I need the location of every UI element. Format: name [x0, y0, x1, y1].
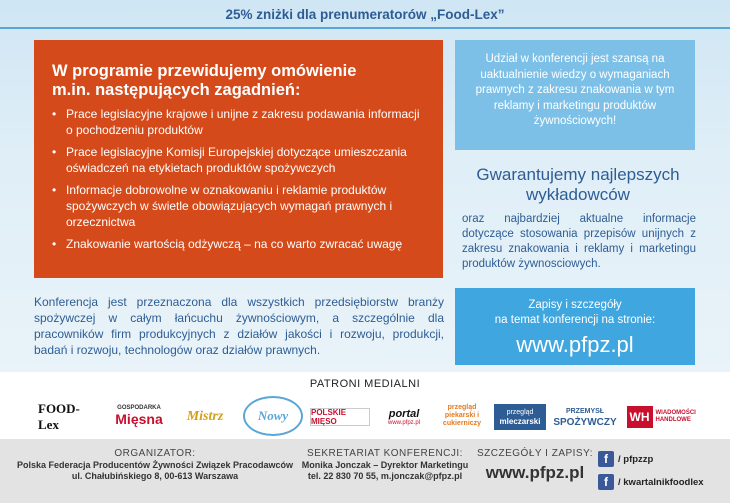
secretariat-contact: tel. 22 830 70 55, m.jonczak@pfpz.pl: [307, 471, 463, 481]
signup-url-link[interactable]: www.pfpz.pl: [516, 332, 634, 357]
przemysl-spozywczy-text: SPOŻYWCZY: [553, 417, 617, 428]
secretariat-name: Monika Jonczak – Dyrektor Marketingu: [301, 459, 469, 470]
guarantee-text: oraz najbardziej aktualne informacje dotyczące stosowania przepisów unijnych z zakresu znakowania i reklamy i marketingu produktów żywnosciowych.: [462, 213, 696, 270]
program-heading-line2: m.in. następujących zagadnień:: [52, 81, 301, 99]
foodlex-logo[interactable]: [38, 401, 100, 432]
program-item: • Prace legislacyjne Komisji Europejskiej dotyczące umieszczania oświadczeń na etykietach produktów spożywczych: [52, 144, 429, 176]
portal-logo-text: portal: [388, 408, 420, 420]
program-heading: [52, 62, 429, 100]
details-heading: SZCZEGÓŁY I ZAPISY:: [476, 448, 593, 459]
title-divider: [0, 27, 730, 29]
details-url-link[interactable]: www.pfpz.pl: [485, 462, 585, 482]
signup-box[interactable]: [455, 288, 695, 365]
przeglad-piekarski-logo[interactable]: [434, 402, 490, 430]
wh-logo[interactable]: [624, 404, 694, 430]
media-patrons-logos: [38, 396, 698, 438]
footer: [0, 439, 730, 503]
portal-logo[interactable]: [378, 404, 430, 430]
program-box: [34, 40, 443, 278]
przeglad-mleczarski-text: mleczarski: [499, 417, 541, 426]
promo-title: 25% zniżki dla prenumeratorów „Food-Lex”: [225, 7, 505, 22]
organizer-block: [10, 448, 300, 483]
portal-url-text: www.pfpz.pl: [387, 420, 420, 426]
przeglad-piekarski-text: przegląd piekarski i cukierniczy: [442, 404, 482, 427]
gospodarka-logo-text: Mięsna: [115, 411, 163, 427]
guarantee-heading: [458, 165, 698, 205]
media-patrons-title: PATRONI MEDIALNI: [309, 378, 421, 390]
program-heading-line1: W programie przewidujemy omówienie: [52, 62, 357, 80]
organizer-address: ul. Chałubińskiego 8, 00-613 Warszawa: [71, 471, 239, 481]
conference-description: Konferencja jest przeznaczona dla wszystkich przedsiębiorstw branży spożywczej w całym łańcuchu żywnościowym, a szczególnie dla pracowników firm produkcyjnych z działów jakości i rozwoju, produkcji, badań i rozwoju, technologów oraz działów prawnych.: [34, 295, 444, 357]
mistrz-logo[interactable]: [175, 404, 235, 430]
signup-line2: na temat konferencji na stronie:: [494, 314, 656, 326]
gospodarka-miesna-logo[interactable]: [108, 402, 170, 430]
program-item: • Znakowanie wartością odżywczą – na co warto zwracać uwagę: [52, 236, 429, 252]
mistrz-logo-text: Mistrz: [186, 409, 224, 424]
przemysl-spozywczy-logo[interactable]: [552, 404, 618, 430]
przemysl-small-text: PRZEMYSŁ: [565, 408, 605, 415]
przeglad-mleczarski-logo[interactable]: [494, 404, 546, 430]
gospodarka-small-text: GOSPODARKA: [117, 405, 161, 411]
guarantee-heading-line1: Gwarantujemy najlepszych: [476, 165, 680, 184]
facebook-kwartalnik[interactable]: [598, 474, 704, 490]
organizer-name: Polska Federacja Producentów Żywności Związek Pracodawców: [16, 459, 294, 470]
secretariat-heading: SEKRETARIAT KONFERENCJI:: [307, 448, 463, 459]
organizer-heading: ORGANIZATOR:: [114, 448, 196, 459]
polskie-mieso-logo[interactable]: [310, 408, 370, 426]
info-box: Udział w konferencji jest szansą na uaktualnienie wiedzy o wymaganiach prawnych z zakresu znakowania w tym reklamy i marketingu produktów żywnościowych!: [455, 40, 695, 150]
polskie-mieso-text: POLSKIE MIĘSO: [311, 408, 347, 426]
program-item: • Informacje dobrowolne w oznakowaniu i reklamie produktów spożywczych w świetle obowiązujących wymagań prawnych i orzecznictwa: [52, 182, 429, 230]
program-list: [52, 106, 429, 252]
guarantee-heading-line2: wykładowców: [526, 185, 630, 204]
facebook-icon: f: [598, 474, 614, 490]
wh-logo-subtext: WIADOMOŚCI HANDLOWE: [655, 410, 696, 423]
przeglad-small-text: przegląd: [506, 409, 534, 416]
program-item: • Prace legislacyjne krajowe i unijne z zakresu podawania informacji o pochodzeniu produktów: [52, 106, 429, 138]
facebook-kwartalnik-label: / kwartalnikfoodlex: [618, 476, 704, 488]
facebook-pfpzzp[interactable]: [598, 451, 653, 467]
signup-line1: Zapisy i szczegóły: [528, 299, 622, 311]
foodlex-logo-text: FOOD-Lex: [38, 401, 80, 432]
nowy-logo[interactable]: [243, 396, 303, 436]
facebook-icon: f: [598, 451, 614, 467]
secretariat-block: [300, 448, 470, 483]
nowy-logo-text: Nowy: [257, 408, 289, 423]
wh-logo-text: WH: [627, 406, 653, 428]
details-block: [474, 448, 596, 486]
facebook-pfpzzp-label: / pfpzzp: [618, 453, 654, 465]
